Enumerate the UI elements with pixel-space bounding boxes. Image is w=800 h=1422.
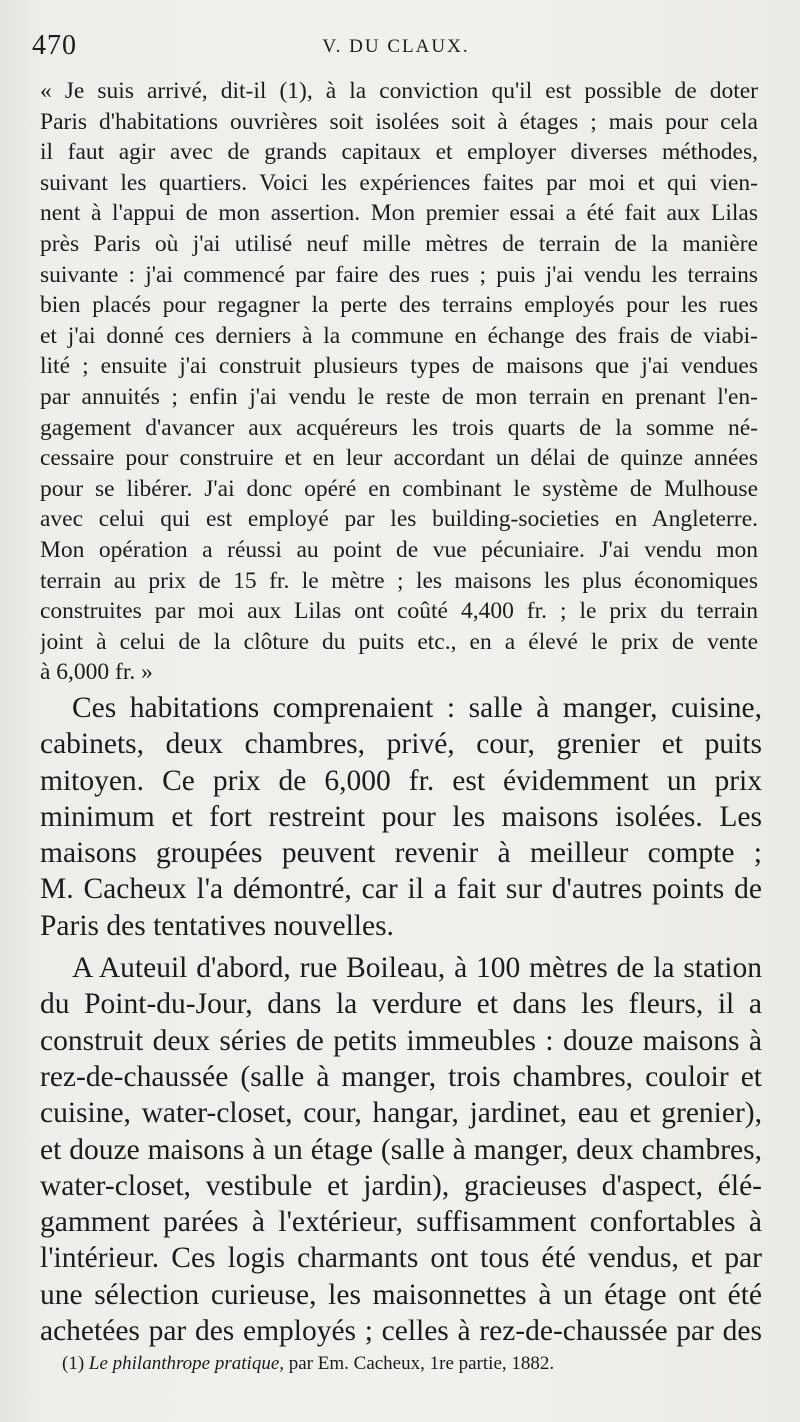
text-line: pour se libérer. J'ai donc opéré en combinant le système de Mulhouse bbox=[40, 475, 758, 502]
text-line: maisons groupées peuvent revenir à meilleur compte ; bbox=[40, 837, 762, 870]
text-line: bien placés pour regagner la perte des terrains employés pour les rues bbox=[40, 292, 758, 319]
text-line: Paris d'habitations ouvrières soit isolées soit à étages ; mais pour cela bbox=[40, 108, 758, 135]
text-line: terrain au prix de 15 fr. le mètre ; les maisons les plus économiques bbox=[40, 567, 758, 594]
text-line: minimum et fort restreint pour les maisons isolées. Les bbox=[40, 800, 762, 833]
text-line: M. Cacheux l'a démontré, car il a fait sur d'autres points de bbox=[40, 873, 762, 906]
footnote-reference: par Em. Cacheux, 1re partie, 1882. bbox=[288, 1353, 555, 1374]
quoted-passage bbox=[40, 76, 758, 688]
text-line: achetées par des employés ; celles à rez-de-chaussée par des bbox=[40, 1315, 762, 1348]
text-line: Ces habitations comprenaient : salle à manger, cuisine, bbox=[72, 692, 762, 724]
text-line: construit deux séries de petits immeubles : douze maisons à bbox=[40, 1024, 762, 1057]
text-line: nent à l'appui de mon assertion. Mon premier essai a été fait aux Lilas bbox=[40, 200, 758, 227]
text-line: par annuités ; enfin j'ai vendu le reste de mon terrain en prenant l'en- bbox=[40, 383, 758, 410]
text-line: et douze maisons à un étage (salle à manger, deux chambres, bbox=[40, 1133, 762, 1166]
text-line: et j'ai donné ces derniers à la commune en échange des frais de viabi- bbox=[40, 322, 758, 349]
text-line: à 6,000 fr. » bbox=[40, 659, 153, 686]
text-line: Mon opération a réussi au point de vue pécuniaire. J'ai vendu mon bbox=[40, 536, 758, 563]
text-line: du Point-du-Jour, dans la verdure et dans les fleurs, il a bbox=[40, 988, 762, 1021]
text-line: il faut agir avec de grands capitaux et employer diverses méthodes, bbox=[40, 139, 758, 166]
text-line: suivant les quartiers. Voici les expériences faites par moi et qui vien- bbox=[40, 169, 758, 196]
text-line: gagement d'avancer aux acquéreurs les trois quarts de la somme né- bbox=[40, 414, 758, 441]
text-line: « Je suis arrivé, dit-il (1), à la conviction qu'il est possible de doter bbox=[40, 78, 758, 104]
text-line: gamment parées à l'extérieur, suffisamment confortables à bbox=[40, 1206, 762, 1239]
footnote-marker: (1) bbox=[62, 1353, 85, 1374]
footnote bbox=[62, 1353, 762, 1375]
text-line: joint à celui de la clôture du puits etc., en a élevé le prix de vente bbox=[40, 628, 758, 655]
text-line: cessaire pour construire et en leur accordant un délai de quinze années bbox=[40, 445, 758, 472]
text-line: avec celui qui est employé par les building-societies en Angleterre. bbox=[40, 506, 758, 533]
footnote-title: Le philanthrope pratique, bbox=[88, 1353, 284, 1374]
text-line: A Auteuil d'abord, rue Boileau, à 100 mètres de la station bbox=[72, 952, 762, 985]
text-line: près Paris où j'ai utilisé neuf mille mètres de terrain de la manière bbox=[40, 230, 758, 257]
text-line: lité ; ensuite j'ai construit plusieurs types de maisons que j'ai vendues bbox=[40, 353, 758, 380]
running-title: V. DU CLAUX. bbox=[322, 36, 470, 57]
body-text bbox=[40, 690, 762, 1349]
text-line: cabinets, deux chambres, privé, cour, grenier et puits bbox=[40, 728, 762, 761]
text-line: rez-de-chaussée (salle à manger, trois chambres, couloir et bbox=[40, 1060, 762, 1093]
text-line: une sélection curieuse, les maisonnettes à un étage ont été bbox=[40, 1278, 762, 1311]
text-line: mitoyen. Ce prix de 6,000 fr. est évidemment un prix bbox=[40, 764, 762, 797]
text-line: water-closet, vestibule et jardin), gracieuses d'aspect, élé- bbox=[40, 1169, 762, 1202]
page-header bbox=[32, 30, 760, 66]
text-line: cuisine, water-closet, cour, hangar, jardinet, eau et grenier), bbox=[40, 1097, 762, 1130]
text-line: construites par moi aux Lilas ont coûté 4,400 fr. ; le prix du terrain bbox=[40, 598, 758, 625]
page-number: 470 bbox=[32, 30, 77, 61]
text-line: suivante : j'ai commencé par faire des rues ; puis j'ai vendu les terrains bbox=[40, 261, 758, 288]
text-line: Paris des tentatives nouvelles. bbox=[40, 909, 394, 942]
text-line: l'intérieur. Ces logis charmants ont tous été vendus, et par bbox=[40, 1242, 762, 1275]
